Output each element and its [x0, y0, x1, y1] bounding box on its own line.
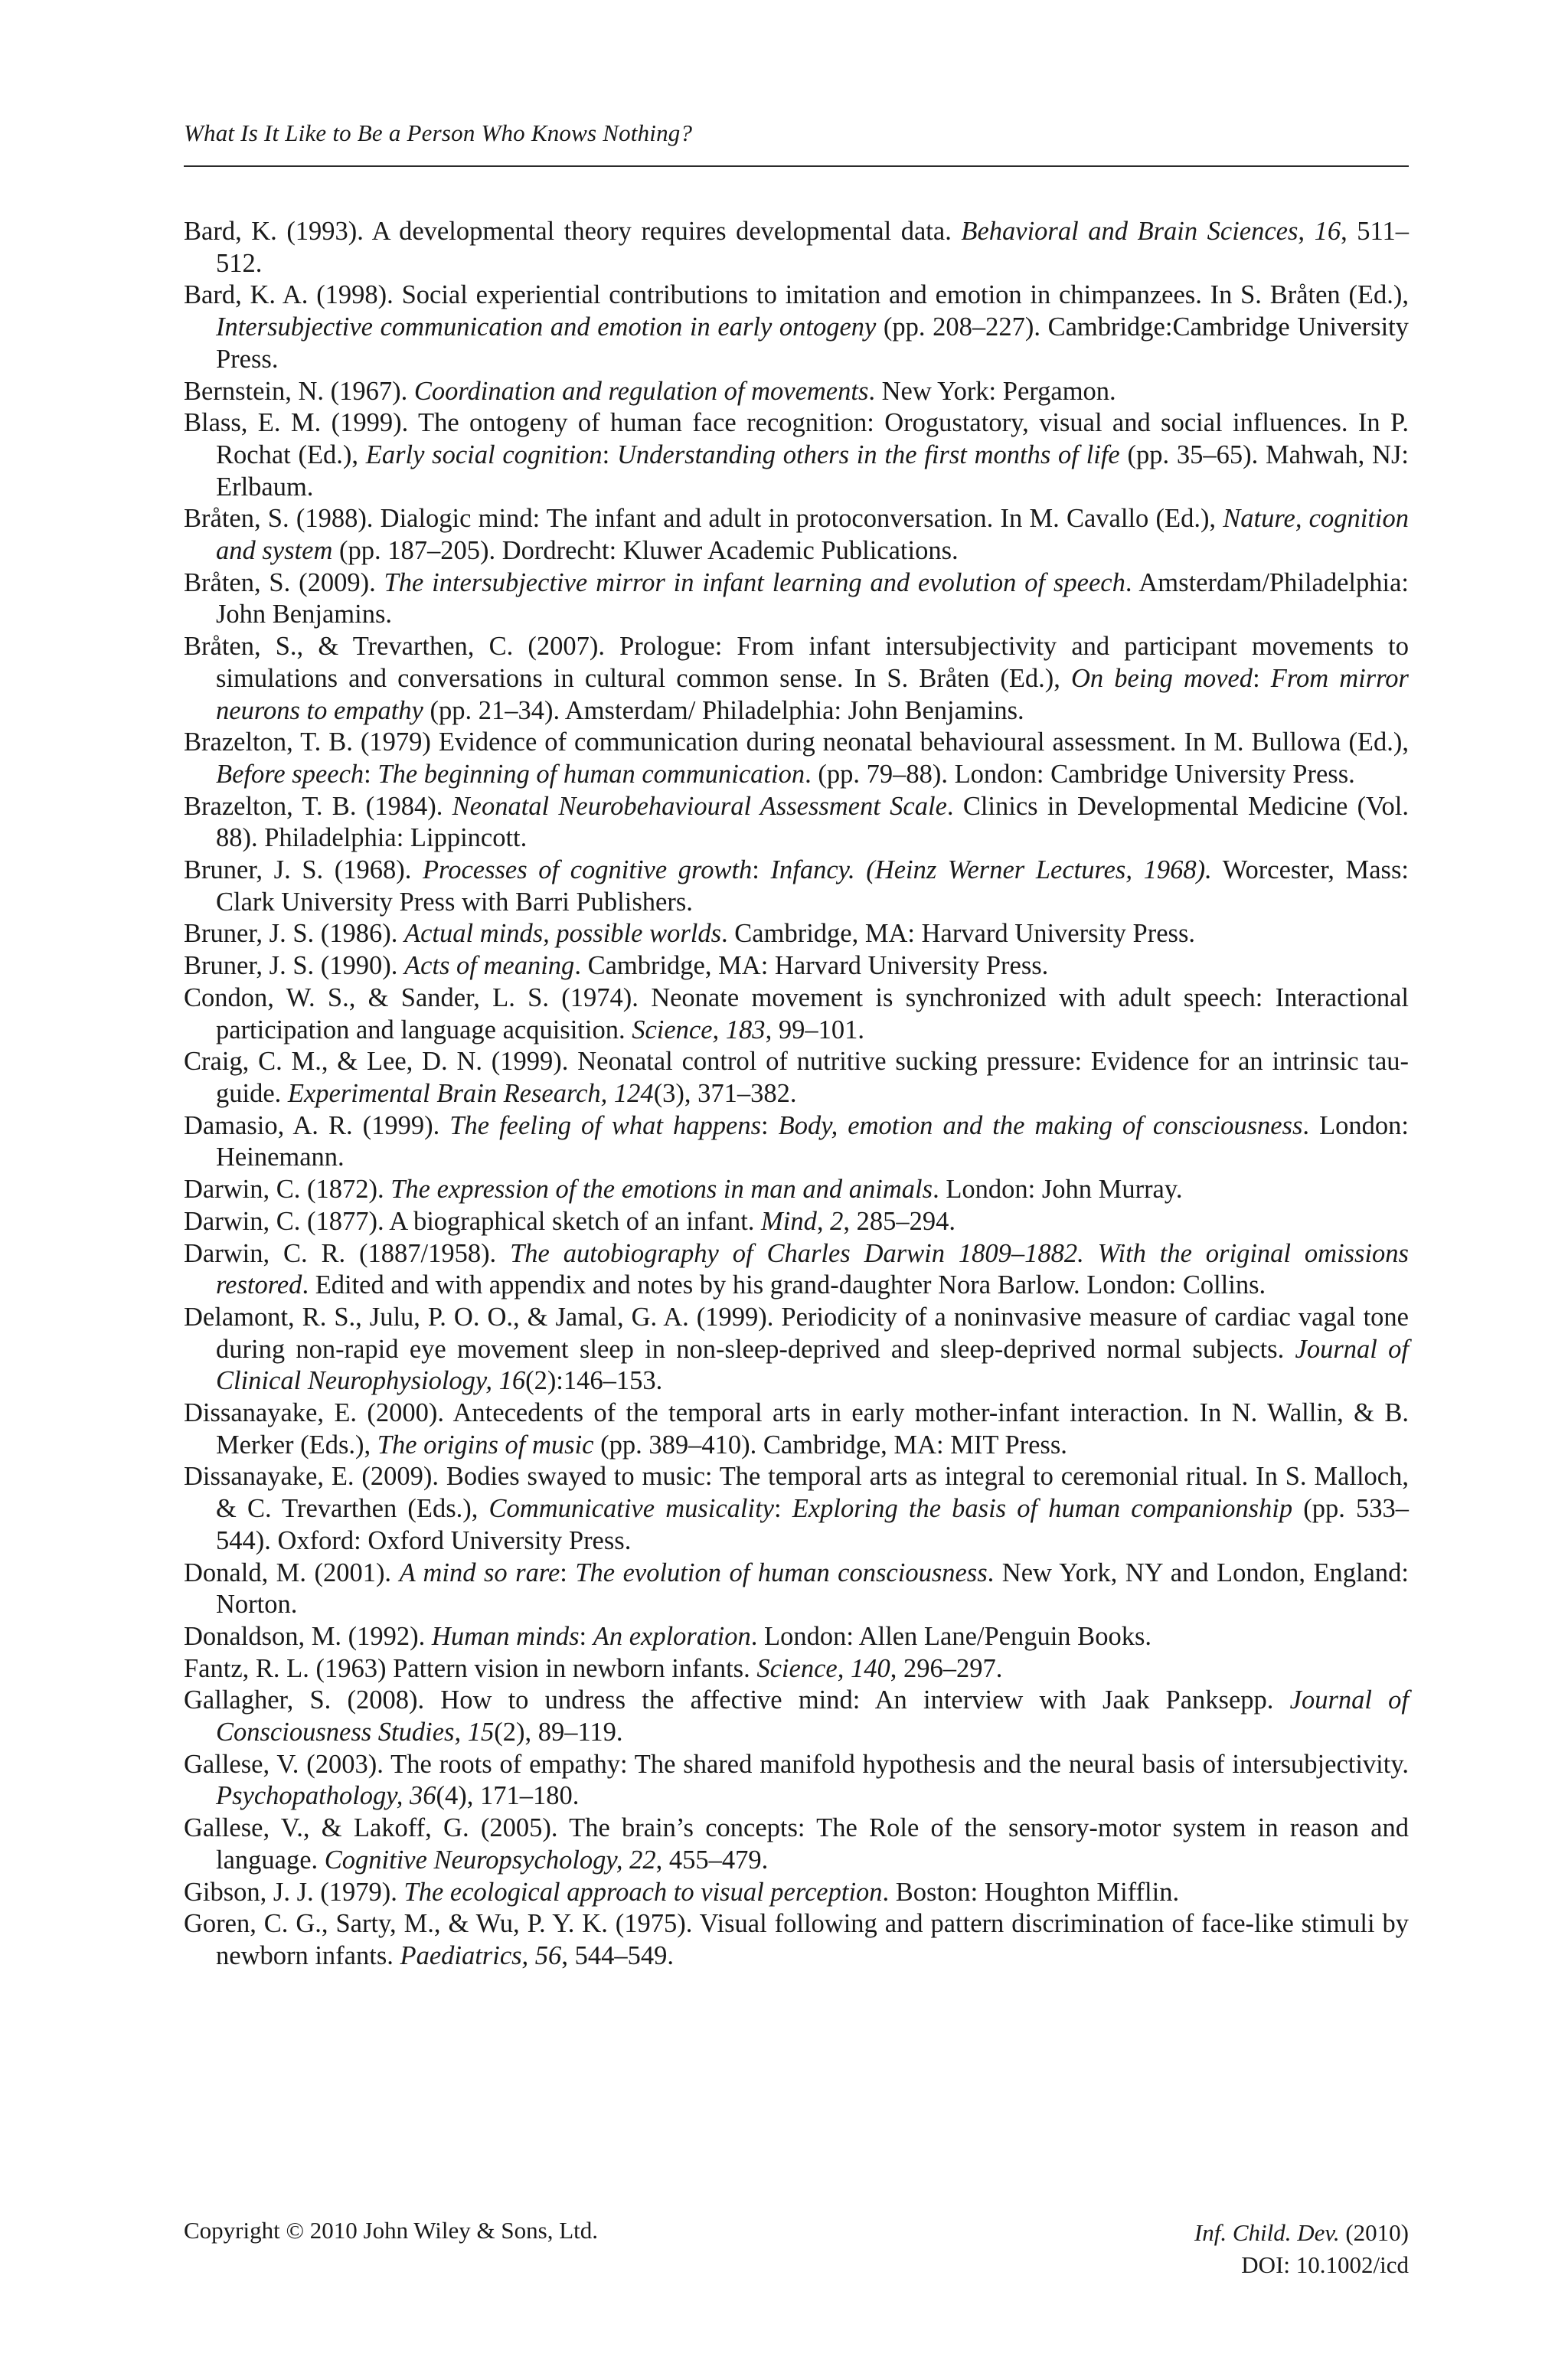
- reference-text: Donald, M. (2001).: [184, 1558, 400, 1587]
- reference-entry: [184, 1238, 1409, 1302]
- reference-text: Brazelton, T. B. (1984).: [184, 791, 452, 821]
- doi: DOI: 10.1002/icd: [1241, 2251, 1409, 2278]
- reference-text: (4), 171–180.: [436, 1781, 580, 1811]
- reference-italic-text: On being moved: [1071, 663, 1253, 693]
- reference-text: Darwin, C. (1877). A biographical sketch of an infant.: [184, 1206, 762, 1236]
- reference-entry: [184, 855, 1409, 918]
- running-head: What Is It Like to Be a Person Who Knows Nothing?: [184, 119, 693, 146]
- reference-text: (pp. 533–544). Oxford: Oxford University Press.: [216, 1494, 1409, 1555]
- reference-text: Bruner, J. S. (1968).: [184, 855, 423, 885]
- reference-text: Damasio, A. R. (1999).: [184, 1110, 450, 1140]
- reference-text: . London: Allen Lane/Penguin Books.: [750, 1621, 1152, 1651]
- reference-text: Bruner, J. S. (1986).: [184, 919, 405, 949]
- reference-entry: [184, 280, 1409, 375]
- reference-entry: [184, 1302, 1409, 1398]
- reference-text: Goren, C. G., Sarty, M., & Wu, P. Y. K. (1975). Visual following and pattern discrimination of face-like stimuli by newborn infants.: [184, 1909, 1409, 1970]
- reference-text: :: [1253, 663, 1271, 693]
- reference-italic-text: Infancy. (Heinz Werner Lectures, 1968).: [770, 855, 1212, 885]
- reference-text: :: [761, 1110, 779, 1140]
- reference-entry: [184, 1653, 1409, 1685]
- reference-entry: [184, 1461, 1409, 1557]
- reference-italic-text: A mind so rare: [399, 1558, 560, 1587]
- reference-entry: [184, 407, 1409, 503]
- reference-text: Gallagher, S. (2008). How to undress the affective mind: An interview with Jaak Panksepp.: [184, 1685, 1290, 1715]
- reference-italic-text: Processes of cognitive growth: [422, 855, 753, 885]
- reference-text: Brazelton, T. B. (1979) Evidence of communication during neonatal behavioural assessment. In M. Bullowa (Ed.),: [184, 727, 1409, 757]
- reference-list: [184, 216, 1409, 1973]
- reference-text: . Cambridge, MA: Harvard University Press.: [721, 919, 1196, 949]
- reference-text: , 544–549.: [561, 1940, 674, 1970]
- reference-text: . New York, NY and London, England: Norton.: [216, 1558, 1410, 1620]
- reference-italic-text: Human minds: [431, 1621, 580, 1651]
- reference-text: (3), 371–382.: [653, 1078, 797, 1108]
- reference-entry: [184, 1558, 1409, 1621]
- reference-text: (2), 89–119.: [494, 1718, 623, 1747]
- reference-text: , 285–294.: [843, 1206, 956, 1236]
- reference-italic-text: Intersubjective communication and emotion in early ontogeny: [216, 312, 877, 342]
- reference-entry: [184, 918, 1409, 950]
- reference-entry: [184, 1685, 1409, 1748]
- reference-italic-text: Before speech: [216, 759, 364, 789]
- journal-year: (2010): [1339, 2219, 1409, 2246]
- reference-entry: [184, 1046, 1409, 1110]
- reference-text: Bernstein, N. (1967).: [184, 376, 414, 406]
- reference-text: :: [579, 1621, 593, 1651]
- reference-text: Delamont, R. S., Julu, P. O. O., & Jamal, G. A. (1999). Periodicity of a noninvasive measure of cardiac vagal tone during non-rapid eye movement sleep in non-sleep-deprived and sleep-deprived normal subjects.: [184, 1302, 1409, 1364]
- reference-text: Gallese, V., & Lakoff, G. (2005). The brain’s concepts: The Role of the sensory-motor system in reason and language.: [184, 1813, 1409, 1875]
- reference-entry: [184, 727, 1409, 790]
- reference-text: Bruner, J. S. (1990).: [184, 951, 405, 981]
- reference-italic-text: The evolution of human consciousness: [575, 1558, 988, 1587]
- reference-italic-text: Neonatal Neurobehavioural Assessment Scale: [452, 791, 947, 821]
- reference-entry: [184, 216, 1409, 280]
- reference-italic-text: Nature, cognition and system: [216, 504, 1409, 566]
- reference-entry: [184, 1813, 1409, 1876]
- reference-text: Fantz, R. L. (1963) Pattern vision in newborn infants.: [184, 1653, 757, 1683]
- reference-text: (pp. 21–34). Amsterdam/ Philadelphia: John Benjamins.: [423, 695, 1024, 725]
- reference-entry: [184, 1621, 1409, 1653]
- reference-italic-text: Communicative musicality: [488, 1494, 774, 1524]
- reference-text: Condon, W. S., & Sander, L. S. (1974). Neonate movement is synchronized with adult speech: Interactional participation and language acquisition.: [184, 982, 1409, 1044]
- reference-italic-text: An exploration: [593, 1621, 751, 1651]
- reference-text: :: [752, 855, 771, 885]
- reference-text: :: [602, 440, 618, 469]
- reference-text: :: [560, 1558, 576, 1587]
- reference-italic-text: Exploring the basis of human companionship: [792, 1494, 1293, 1524]
- reference-text: , 511–512.: [216, 217, 1409, 278]
- reference-text: , 99–101.: [765, 1015, 864, 1044]
- reference-italic-text: Early social cognition: [365, 440, 603, 469]
- reference-italic-text: Actual minds, possible worlds: [404, 919, 722, 949]
- reference-text: (2):146–153.: [525, 1366, 663, 1396]
- reference-italic-text: Body, emotion and the making of consciousness: [778, 1110, 1303, 1140]
- reference-entry: [184, 950, 1409, 982]
- header-rule: [184, 165, 1409, 167]
- reference-italic-text: The feeling of what happens: [449, 1110, 762, 1140]
- reference-italic-text: Coordination and regulation of movements: [413, 376, 869, 406]
- reference-text: Worcester, Mass: Clark University Press with Barri Publishers.: [216, 855, 1409, 917]
- reference-text: (pp. 35–65). Mahwah, NJ: Erlbaum.: [216, 440, 1409, 502]
- reference-italic-text: Cognitive Neuropsychology, 22: [324, 1845, 656, 1875]
- reference-italic-text: Journal of Consciousness Studies, 15: [216, 1685, 1409, 1747]
- reference-text: . London: Heinemann.: [216, 1110, 1409, 1172]
- reference-italic-text: The beginning of human communication: [377, 759, 805, 789]
- reference-entry: [184, 1398, 1409, 1461]
- reference-italic-text: Experimental Brain Research, 124: [287, 1078, 654, 1108]
- copyright-notice: Copyright © 2010 John Wiley & Sons, Ltd.: [184, 2217, 599, 2244]
- reference-text: Donaldson, M. (1992).: [184, 1621, 432, 1651]
- reference-italic-text: Psychopathology, 36: [216, 1781, 436, 1811]
- reference-text: Blass, E. M. (1999). The ontogeny of human face recognition: Orogustatory, visual and social influences. In P. Rochat (Ed.),: [184, 408, 1409, 469]
- reference-text: Bråten, S., & Trevarthen, C. (2007). Prologue: From infant intersubjectivity and participant movements to simulations and conversations in cultural common sense. In S. Bråten (Ed.),: [184, 632, 1409, 693]
- reference-italic-text: Paediatrics, 56: [400, 1940, 562, 1970]
- reference-italic-text: The intersubjective mirror in infant learning and evolution of speech: [384, 567, 1125, 597]
- reference-italic-text: From mirror neurons to empathy: [216, 663, 1409, 725]
- reference-text: . Boston: Houghton Mifflin.: [882, 1877, 1180, 1907]
- reference-entry: [184, 1877, 1409, 1909]
- reference-text: . New York: Pergamon.: [868, 376, 1116, 406]
- reference-entry: [184, 376, 1409, 408]
- reference-text: :: [364, 759, 378, 789]
- journal-issue: [1194, 2217, 1409, 2249]
- reference-text: (pp. 208–227). Cambridge:Cambridge University Press.: [216, 312, 1409, 374]
- reference-italic-text: Science, 140: [756, 1653, 890, 1683]
- reference-text: Bard, K. A. (1998). Social experiential contributions to imitation and emotion in chimpanzees. In S. Bråten (Ed.),: [184, 280, 1409, 310]
- reference-text: , 455–479.: [655, 1845, 769, 1875]
- reference-entry: [184, 567, 1409, 631]
- reference-text: Craig, C. M., & Lee, D. N. (1999). Neonatal control of nutritive sucking pressure: Evidence for an intrinsic tau-guide.: [184, 1047, 1409, 1108]
- reference-italic-text: The ecological approach to visual perception: [403, 1877, 883, 1907]
- reference-text: Bråten, S. (1988). Dialogic mind: The infant and adult in protoconversation. In M. Cavallo (Ed.),: [184, 504, 1223, 534]
- reference-italic-text: The origins of music: [377, 1430, 594, 1460]
- reference-text: . Cambridge, MA: Harvard University Press.: [574, 951, 1049, 981]
- journal-name: Inf. Child. Dev.: [1194, 2219, 1340, 2246]
- reference-entry: [184, 1749, 1409, 1813]
- reference-entry: [184, 1174, 1409, 1206]
- reference-italic-text: Understanding others in the first months of life: [617, 440, 1120, 469]
- reference-text: . (pp. 79–88). London: Cambridge University Press.: [805, 759, 1355, 789]
- reference-text: , 296–297.: [890, 1653, 1003, 1683]
- reference-italic-text: Journal of Clinical Neurophysiology, 16: [216, 1334, 1409, 1396]
- reference-entry: [184, 1908, 1409, 1972]
- reference-entry: [184, 1206, 1409, 1238]
- reference-text: . Clinics in Developmental Medicine (Vol. 88). Philadelphia: Lippincott.: [216, 791, 1409, 853]
- reference-text: (pp. 187–205). Dordrecht: Kluwer Academic Publications.: [332, 536, 959, 566]
- reference-text: Bard, K. (1993). A developmental theory requires developmental data.: [184, 217, 962, 246]
- reference-italic-text: The expression of the emotions in man and animals: [390, 1175, 933, 1205]
- reference-entry: [184, 791, 1409, 855]
- reference-text: . London: John Murray.: [933, 1175, 1183, 1205]
- journal-citation: [1194, 2217, 1409, 2281]
- reference-text: . Edited and with appendix and notes by his grand-daughter Nora Barlow. London: Collins.: [302, 1270, 1266, 1300]
- reference-text: (pp. 389–410). Cambridge, MA: MIT Press.: [593, 1430, 1067, 1460]
- reference-italic-text: Mind, 2: [761, 1206, 844, 1236]
- reference-italic-text: The autobiography of Charles Darwin 1809–1882. With the original omissions restored: [216, 1238, 1409, 1300]
- reference-entry: [184, 503, 1409, 567]
- reference-text: Darwin, C. (1872).: [184, 1175, 391, 1205]
- reference-text: Dissanayake, E. (2000). Antecedents of the temporal arts in early mother-infant interaction. In N. Wallin, & B. Merker (Eds.),: [184, 1398, 1409, 1460]
- reference-italic-text: Science, 183: [632, 1015, 766, 1044]
- reference-text: Bråten, S. (2009).: [184, 567, 384, 597]
- reference-text: Darwin, C. R. (1887/1958).: [184, 1238, 511, 1268]
- reference-entry: [184, 982, 1409, 1046]
- reference-italic-text: Behavioral and Brain Sciences, 16: [961, 217, 1341, 246]
- reference-entry: [184, 1110, 1409, 1174]
- reference-italic-text: Acts of meaning: [404, 951, 575, 981]
- reference-text: Gallese, V. (2003). The roots of empathy: The shared manifold hypothesis and the neural basis of intersubjectivity.: [184, 1749, 1409, 1779]
- reference-text: :: [774, 1494, 792, 1524]
- reference-text: Gibson, J. J. (1979).: [184, 1877, 404, 1907]
- reference-text: . Amsterdam/Philadelphia: John Benjamins.: [216, 567, 1409, 629]
- reference-entry: [184, 631, 1409, 727]
- reference-text: Dissanayake, E. (2009). Bodies swayed to music: The temporal arts as integral to ceremonial ritual. In S. Malloch, & C. Trevarthen (Eds.),: [184, 1462, 1409, 1524]
